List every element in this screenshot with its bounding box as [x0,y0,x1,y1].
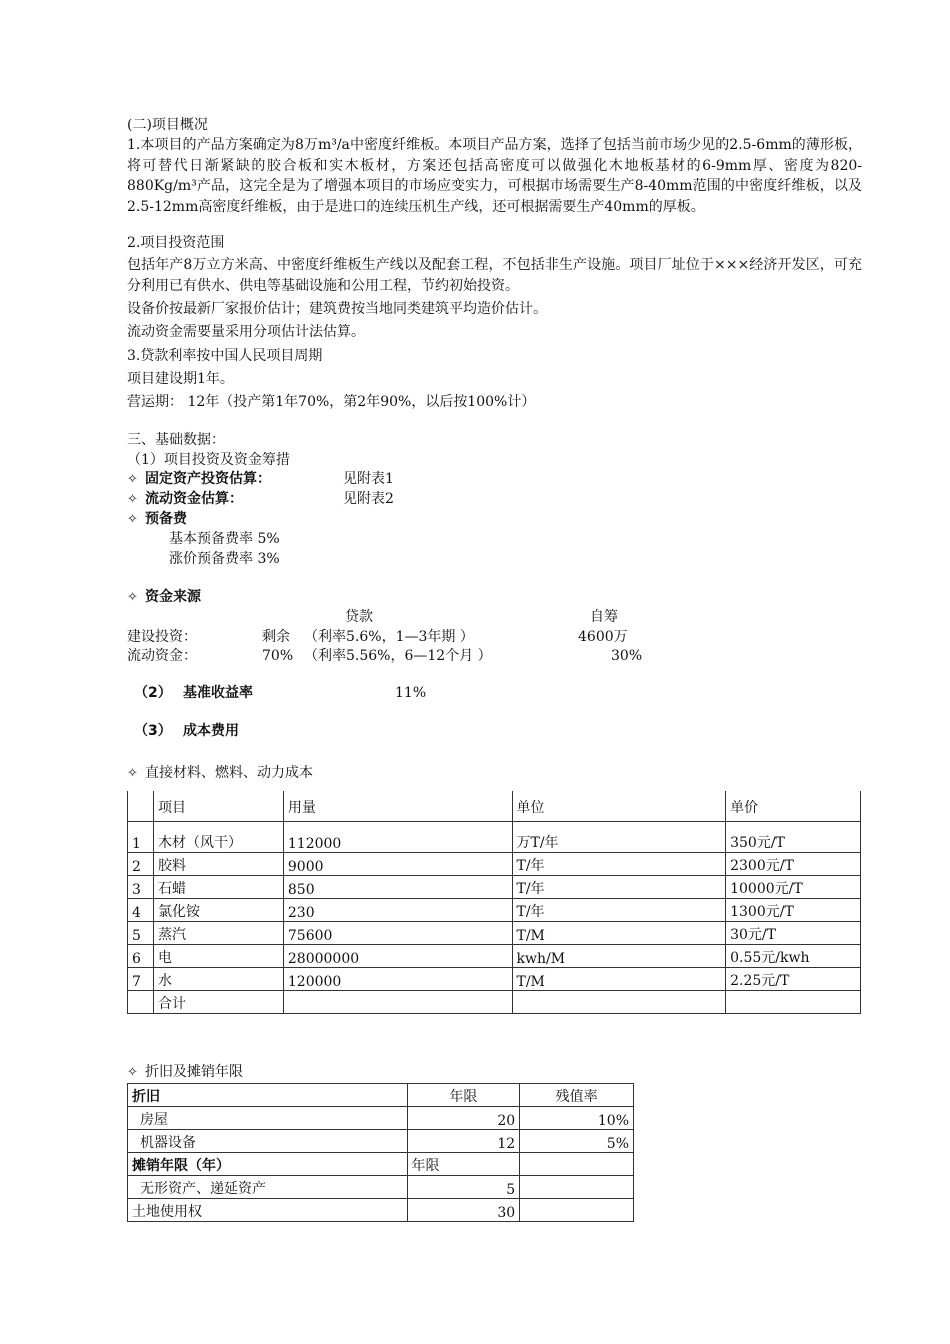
cell-unit-price: 2.25元/T [726,968,861,991]
cell-index: 6 [128,945,154,968]
cell-item: 石蜡 [153,876,283,899]
cell-unit-price [726,991,861,1014]
operation-period-text: 营运期： 12年（投产第1年70%，第2年90%，以后按100%计） [127,394,536,410]
cell-unit-price: 350元/T [726,822,861,853]
header-unit-price: 单价 [726,791,861,822]
header-amortization: 摊销年限（年） [128,1153,408,1176]
cell-index: 2 [128,853,154,876]
cost-label: 成本费用 [183,723,239,739]
cell-unit [512,991,726,1014]
depreciation-title: 折旧及摊销年限 [145,1064,243,1080]
investment-scope-heading: 2.项目投资范围 [127,235,225,251]
cell-item: 氯化铵 [153,899,283,922]
equipment-price-text: 设备价按最新厂家报价估计；建筑费按当地同类建筑平均造价估计。 [127,301,547,317]
construction-period-text: 项目建设期1年。 [127,371,234,387]
cell-index: 5 [128,922,154,945]
table-row [128,899,861,922]
construction-loan-rate: （利率5.6%，1—3年期 ） [304,629,474,645]
cell-unit-price: 2300元/T [726,853,861,876]
fixed-asset-value: 见附表1 [343,471,394,487]
cell-item: 水 [153,968,283,991]
cost-number: （3） [134,723,172,739]
construction-self-value: 4600万 [578,629,628,645]
cell-item: 无形资产、递延资产 [128,1176,408,1199]
diamond-bullet-icon: ✧ [127,590,138,605]
loan-rate-heading: 3.贷款利率按中国人民项目周期 [127,348,323,364]
table-row [128,1130,634,1153]
table-row [128,1176,634,1199]
cell-index: 4 [128,899,154,922]
self-raised-column-header: 自筹 [590,609,618,625]
materials-table [127,791,861,1014]
cell-residual [520,1176,634,1199]
fixed-asset-row [127,469,271,490]
empty-cell [520,1153,634,1176]
cell-quantity: 120000 [283,968,512,991]
reserve-label: 预备费 [145,511,187,527]
cell-quantity: 112000 [283,822,512,853]
working-loan-rate: （利率5.56%，6—12个月 ） [304,648,492,664]
benchmark-number: （2） [134,685,172,701]
table-row [128,1107,634,1130]
working-self-value: 30% [611,648,643,664]
header-quantity: 用量 [283,791,512,822]
investment-scope-paragraph: 包括年产8万立方米高、中密度纤维板生产线以及配套工程，不包括非生产设施。项目厂址位于×××经济开发区，可充分利用已有供水、供电等基础设施和公用工程，节约初始投资。 [127,257,862,294]
cell-unit: T/M [512,968,726,991]
cell-unit: kwh/M [512,945,726,968]
direct-cost-row [127,763,313,784]
working-capital-row [127,489,243,510]
depreciation-header-row [128,1084,634,1107]
basic-reserve-rate: 基本预备费率 5% [169,531,280,547]
cell-years: 20 [407,1107,520,1130]
working-capital-value: 见附表2 [343,491,394,507]
materials-header-row [128,791,861,822]
loan-column-header: 贷款 [345,609,373,625]
header-depreciation: 折旧 [128,1084,408,1107]
cell-quantity: 28000000 [283,945,512,968]
cell-unit-price: 10000元/T [726,876,861,899]
header-years: 年限 [407,1153,520,1176]
table-row [128,945,861,968]
cell-unit: T/M [512,922,726,945]
basic-data-title: 三、基础数据： [127,432,225,448]
cell-index: 1 [128,822,154,853]
table-row [128,876,861,899]
cell-quantity: 75600 [283,922,512,945]
cell-item: 土地使用权 [128,1199,408,1222]
fixed-asset-label: 固定资产投资估算： [145,471,271,487]
funding-source-label: 资金来源 [145,589,201,605]
cell-unit: 万T/年 [512,822,726,853]
table-total-row [128,991,861,1014]
table-row [128,968,861,991]
table-row [128,922,861,945]
diamond-bullet-icon: ✧ [127,492,138,507]
table-row [128,853,861,876]
direct-cost-label: 直接材料、燃料、动力成本 [145,765,313,781]
cell-unit-price: 1300元/T [726,899,861,922]
cell-quantity: 230 [283,899,512,922]
cell-item: 房屋 [128,1107,408,1130]
cell-residual [520,1199,634,1222]
table-row [128,822,861,853]
depreciation-table [127,1083,634,1222]
benchmark-value: 11% [395,685,427,701]
diamond-bullet-icon: ✧ [127,1065,138,1080]
cell-years: 12 [407,1130,520,1153]
working-capital-text: 流动资金需要量采用分项估计法估算。 [127,324,365,340]
cell-item: 合计 [153,991,283,1014]
cell-quantity [283,991,512,1014]
cell-residual: 10% [520,1107,634,1130]
depreciation-row [127,1062,243,1083]
cell-index [128,991,154,1014]
reserve-row [127,509,187,530]
cell-quantity: 9000 [283,853,512,876]
cell-item: 胶料 [153,853,283,876]
cell-unit: T/年 [512,876,726,899]
cell-unit-price: 0.55元/kwh [726,945,861,968]
cell-quantity: 850 [283,876,512,899]
product-plan-paragraph: 1.本项目的产品方案确定为8万m³/a中密度纤维板。本项目产品方案，选择了包括当前市场少见的2.5-6mm的薄形板，将可替代日渐紧缺的胶合板和实木板材，方案还包括高密度可以做强化木地板基材的6-9mm厚、密度为820-880Kg/m³产品，这完全是为了增强本项目的市场应变实力，可根据市场需要生产8-40mm范围的中密度纤维板，以及2.5-12mm高密度纤维板，由于是进口的连续压机生产线，还可根据需要生产40mm的厚板。 [127,137,862,215]
working-capital-label: 流动资金估算： [145,491,243,507]
header-years: 年限 [407,1084,520,1107]
amortization-header-row [128,1153,634,1176]
section-title-project-overview: (二)项目概况 [127,117,208,133]
cell-years: 5 [407,1176,520,1199]
diamond-bullet-icon: ✧ [127,472,138,487]
header-residual-rate: 残值率 [520,1084,634,1107]
working-capital-fund-label: 流动资金： [127,648,197,664]
cell-unit: T/年 [512,899,726,922]
cell-item: 电 [153,945,283,968]
diamond-bullet-icon: ✧ [127,766,138,781]
funding-source-row [127,587,201,608]
working-loan-value: 70% [262,648,294,664]
cell-years: 30 [407,1199,520,1222]
header-item: 项目 [153,791,283,822]
cell-item: 蒸汽 [153,922,283,945]
construction-investment-label: 建设投资： [127,629,197,645]
header-index [128,791,154,822]
header-unit: 单位 [512,791,726,822]
benchmark-label: 基准收益率 [183,685,253,701]
table-row [128,1199,634,1222]
cell-item: 机器设备 [128,1130,408,1153]
cell-item: 木材（风干） [153,822,283,853]
cell-unit: T/年 [512,853,726,876]
investment-funding-subtitle: （1）项目投资及资金筹措 [127,452,290,468]
construction-loan-value: 剩余 [262,629,290,645]
price-reserve-rate: 涨价预备费率 3% [169,551,280,567]
cell-index: 3 [128,876,154,899]
cell-unit-price: 30元/T [726,922,861,945]
cell-residual: 5% [520,1130,634,1153]
diamond-bullet-icon: ✧ [127,512,138,527]
cell-index: 7 [128,968,154,991]
